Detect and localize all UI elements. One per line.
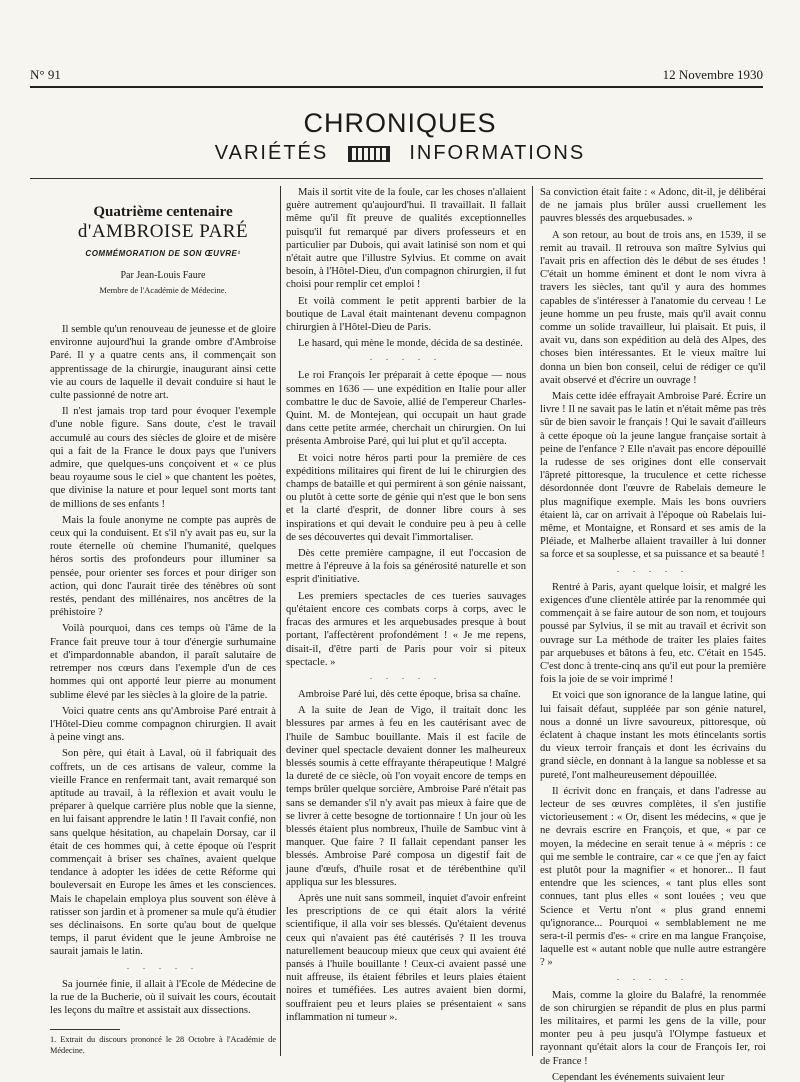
paragraph: Mais cette idée effrayait Ambroise Paré. Écrire un livre ! Il ne savait pas le latin et n'était même pas très sûr de bien savoir le français ! Qui le savait d'ailleurs à cette époque où la jeune langue française sortait à peine de l'enfance ? Elle n'avait pas encore dépouillé la rudesse de ses origines dont elle conservait l'âpreté pittoresque, la truculence et cette richesse désordonnée dont l'œuvre de Rabelais demeure le plus magnifique exemple. Mais les bons ouvriers étaient là, car on arrivait à l'époque où Rabelais lui-même, et Montaigne, et Ronsard et ses amis de la Pléiade, et Malherbe allaient travailler à lui donner sa force et sa souplesse, et sa puissance et sa beauté ! <box>540 391 766 561</box>
header-rule <box>30 86 763 88</box>
section-separator: . . . . . <box>617 972 689 982</box>
footnote: 1. Extrait du discours prononcé le 28 Octobre à l'Académie de Médecine. <box>50 1035 276 1055</box>
issue-number: N° 91 <box>30 67 61 82</box>
article-byline: Par Jean-Louis Faure <box>120 269 206 281</box>
column-1 <box>50 186 276 1059</box>
column-divider <box>280 186 281 1056</box>
paragraph: Rentré à Paris, ayant quelque loisir, et malgré les exigences d'une clientèle attirée par la renommée qui commençait à se faire autour de son nom, et toujours poussé par Sylvius, il se mit au travail et écrivit son ouvrage sur La méthode de traiter les plaies faites par arquebuses et bâtons à feu, etc. C'était en 1545. C'est donc à trente-cinq ans qu'il eut pour la première fois la joie de se voir imprimé ! <box>540 581 766 686</box>
masthead-subtitle <box>0 142 800 165</box>
paragraph: Après une nuit sans sommeil, inquiet d'avoir enfreint les prescriptions de ce qui était alors la vérité scientifique, il alla voir ses blessés. Qu'étaient devenus ceux qui n'avaient pas été cautérisés ? Il les trouva naturellement beaucoup mieux que ceux qui avaient été pansés à l'huile bouillante ! Ceux-ci avaient passé une nuit affreuse, ils étaient fébriles et leurs plaies étaient noires et tuméfiées. Les autres avaient bien dormi, souffraient peu et leurs plaies se présentaient « sans inflammation ni tumeur ». <box>286 892 526 1023</box>
paragraph: Et voilà comment le petit apprenti barbier de la boutique de Laval était maintenant devenu compagnon chirurgien à l'Hôtel-Dieu de Paris. <box>286 295 526 334</box>
article-kicker: Quatrième centenaire <box>93 204 233 220</box>
paragraph: A son retour, au bout de trois ans, en 1539, il se remit au travail. Il retrouva son maître Sylvius qui l'avait pris en affection dès le début de ses études ! C'était un homme éminent et dont le nom vivra à travers les siècles, tant qu'il y aura des hommes capables de s'intéresser à l'anatomie du cerveau ! Le jeune homme un peu fruste, mais qu'il avait connu comme un solide travailleur, lui plaisait. Et puis, il avait vu, dans son expédition au delà des Alpes, des choses bien intéressantes. Et le vieux maître lui donna un bien bon conseil, celui de rédiger ce qu'il avait observé et d'écrire un ouvrage ! <box>540 229 766 386</box>
ornament-icon <box>348 146 390 162</box>
paragraph: A la suite de Jean de Vigo, il traitait donc les blessures par armes à feu en les cautérisant avec de l'huile de Sambuc bouillante. Mais il est facile de deviner quel spectacle devaient donner les malheureux blessés soumis à cette effrayante thérapeutique ! Malgré la dureté de ce siècle, où l'on voyait encore de temps en temps brûler quelque sorcière, Ambroise Paré n'était pas sans se demander s'il n'y avait pas mieux à faire que de se livrer à cette besogne de tortionnaire ! Un jour où les blessés étaient plus nombreux, l'huile de Sambuc vint à manquer. Que faire ? Il fallait cependant panser les blessés. Ambroise Paré composa un digestif fait de jaune d'œufs, d'huile rosat et de térébenthine qu'il appliqua sur les blessures. <box>286 705 526 888</box>
paragraph: Ambroise Paré lui, dès cette époque, brisa sa chaîne. <box>298 688 521 700</box>
masthead-right-word: INFORMATIONS <box>409 142 586 165</box>
paragraph: Sa journée finie, il allait à l'Ecole de Médecine de la rue de la Bucherie, où il suivait les cours, écoutait les leçons du maître et assistait aux dissections. <box>50 978 276 1016</box>
masthead-rule <box>30 178 763 179</box>
paragraph: Mais, comme la gloire du Balafré, la renommée de son chirurgien se répandit de plus en plus parmi les militaires, et parmi les gens de la ville, pour monter peu à peu jusqu'à l'Olympe fastueux et rayonnant qu'était alors la cour de François Ier, roi de France ! <box>540 989 766 1067</box>
paragraph: Il semble qu'un renouveau de jeunesse et de gloire environne aujourd'hui la grande ombre d'Ambroise Paré. Il y a quatre cents ans, il commençait son apprentissage de la chirurgie, inaugurant ainsi cette vie au cours de laquelle il devait conduire si haut le culte passionné de notre art. <box>50 324 276 402</box>
paragraph: Le roi François Ier préparait à cette époque — nous sommes en 1636 — une expédition en Italie pour aller combattre le duc de Savoie, allié de l'empereur Charles-Quint. M. de Montejean, qui occupait un haut grade dans cette petite armée, cherchait un chirurgien. On lui présenta Ambroise Paré, qui lui plut et qu'il accepta. <box>286 370 526 448</box>
paragraph: Dès cette première campagne, il eut l'occasion de mettre à l'épreuve à la fois sa générosité naturelle et son esprit d'initiative. <box>286 548 526 586</box>
paragraph: Les premiers spectacles de ces tueries sauvages qu'étaient encore ces combats corps à corps, avec le fracas des armures et les arquebusades presque à bout portant, l'affectèrent profondément ! « Je me repens, disait-il, d'être parti de Paris pour voir si piteux spectacle. » <box>286 590 526 668</box>
paragraph: Il écrivit donc en français, et dans l'adresse au lecteur de ses œuvres complètes, il s'en justifie victorieusement : « Or, disent les médecins, « que je ne devrais escrire en François, et que, « par ce moyen, la médecine en serait tenue à « mépris : ce qui me semble le contraire, car « ce que j'en ay faict est plutôt pour la magnifier « et honorer... Il faut entendre que les sciences, « tant plus elles sont connues, tant plus elles « sont louées ; veu que Science et Vertu n'ont « plus grand ennemi qu'ignorance... Pourquoi « semblablement ne me sera-t-il permis d'es- « crire en ma langue Françoise, laquelle est « autant noble que nulle autre estrangère ? » <box>540 785 766 969</box>
issue-date: 12 Novembre 1930 <box>662 67 763 82</box>
paragraph: Mais il sortit vite de la foule, car les choses n'allaient guère autrement qu'aujourd'hui. Il travaillait. Il fallait même qu'il fît preuve de qualités exceptionnelles puisqu'il fut remarqué par divers professeurs et en particulier par Dubois, qui avait latinisé son nom et qui n'était autre que l'illustre Sylvius. Et comme on avait besoin, à l'Hôtel-Dieu, d'un compagnon chirurgien, il fut choisi pour remplir cet emploi ! <box>286 187 526 291</box>
paragraph: Voici quatre cents ans qu'Ambroise Paré entrait à l'Hôtel-Dieu comme compagnon chirurgien. Il avait à peine vingt ans. <box>50 705 276 744</box>
masthead-left-word: VARIÉTÉS <box>214 142 329 165</box>
section-separator: . . . . . <box>127 961 199 971</box>
column-divider <box>532 186 533 1056</box>
section-separator: . . . . . <box>370 353 442 363</box>
author-affiliation: Membre de l'Académie de Médecine. <box>99 284 227 295</box>
paragraph: Et voici notre héros parti pour la première de ces expéditions militaires qui firent de lui le chirurgien des champs de bataille et qui permirent à son génie naissant, ou plutôt à cette sorte de génie qui n'est que le bon sens et la clarté d'esprit, de donner libre cours à ses inspirations et qui devait le conduire peu à peu à celle de ses découvertes qui devait l'immortaliser. <box>286 452 526 543</box>
paragraph: Son père, qui était à Laval, où il fabriquait des coffrets, un de ces artisans de valeur, comme la vieille France en renfermait tant, avait remarqué son aptitude au travail, à la réflexion et avait voulu le préparer à quelque carrière plus noble que la sienne, en lui faisant apprendre le latin ! Il l'avait confié, non sans quelque hésitation, au chapelain Dorsay, car il était de ces hommes qui, à cette époque où l'esprit commençait à briser ses chaînes, avaient quelque tendance à adopter les idées de cette Réforme qui bouleversait en Europe les âmes et les consciences. Mais le chapelain employa plus souvent son élève à ratisser son jardin et à promener sa mule qu'à étudier ses déclinaisons. En sorte qu'au bout de quelque temps, il parut évident que le jeune Ambroise ne saurait jamais le latin. <box>50 748 276 958</box>
paragraph: Et voici que son ignorance de la langue latine, qui lui faisait défaut, suppléée par son génie naturel, nous a donné un livre savoureux, pittoresque, où éclatent à chaque instant les mots étincelants sortis du vieux terroir français et dont les écrivains du grand siècle, en donnant à la langue sa noblesse et sa pureté, l'ont malheureusement dépouillée. <box>540 690 766 781</box>
masthead-title: CHRONIQUES <box>303 108 497 138</box>
column-3 <box>540 186 766 1082</box>
column-2 <box>286 186 526 1027</box>
paragraph: Il n'est jamais trop tard pour évoquer l'exemple d'une noble figure. Sans doute, c'est le travail accumulé au cours des siècles de gloire et de misère qui a fait de la France le doux pays que l'univers admire, que quelques-uns conçoivent et « ce plus beau royaume sous le ciel » que chantent les poètes, que divinise la nature et pour lequel sont morts tant de millions de ses enfants ! <box>50 406 276 510</box>
footnote-rule <box>50 1029 120 1030</box>
paragraph: Mais la foule anonyme ne compte pas auprès de ceux qui la conduisent. Et s'il n'y avait pas eu, sur la route éternelle où chemine l'humanité, quelques héros sortis des profondeurs pour illuminer sa pensée, pour orienter ses forces et pour diriger son action, qui donc l'aurait tirée des ténèbres où sont restés, pendant des millénaires, nos ancêtres de la préhistoire ? <box>50 514 276 619</box>
paragraph: Voilà pourquoi, dans ces temps où l'âme de la France fait preuve tour à tour d'énergie surhumaine et d'impardonnable abandon, il paraît salutaire de retremper nos cœurs dans l'exemple d'un de ces hommes qui ont apporté leur pierre au monument sublime élevé par les siècles à la gloire de la patrie. <box>50 623 276 701</box>
article-title: d'AMBROISE PARÉ <box>77 221 249 243</box>
paragraph: Sa conviction était faite : « Adonc, dit-il, je délibérai de ne jamais plus brûler aussi cruellement les pauvres blessés des arquebusades. » <box>540 187 766 225</box>
section-separator: . . . . . <box>370 671 442 681</box>
section-separator: . . . . . <box>617 564 689 574</box>
paragraph: Cependant les événements suivaient leur <box>552 1071 725 1082</box>
article-subtitle: COMMÉMORATION DE SON ŒUVRE¹ <box>85 249 241 259</box>
paragraph: Le hasard, qui mène le monde, décida de sa destinée. <box>298 338 523 350</box>
